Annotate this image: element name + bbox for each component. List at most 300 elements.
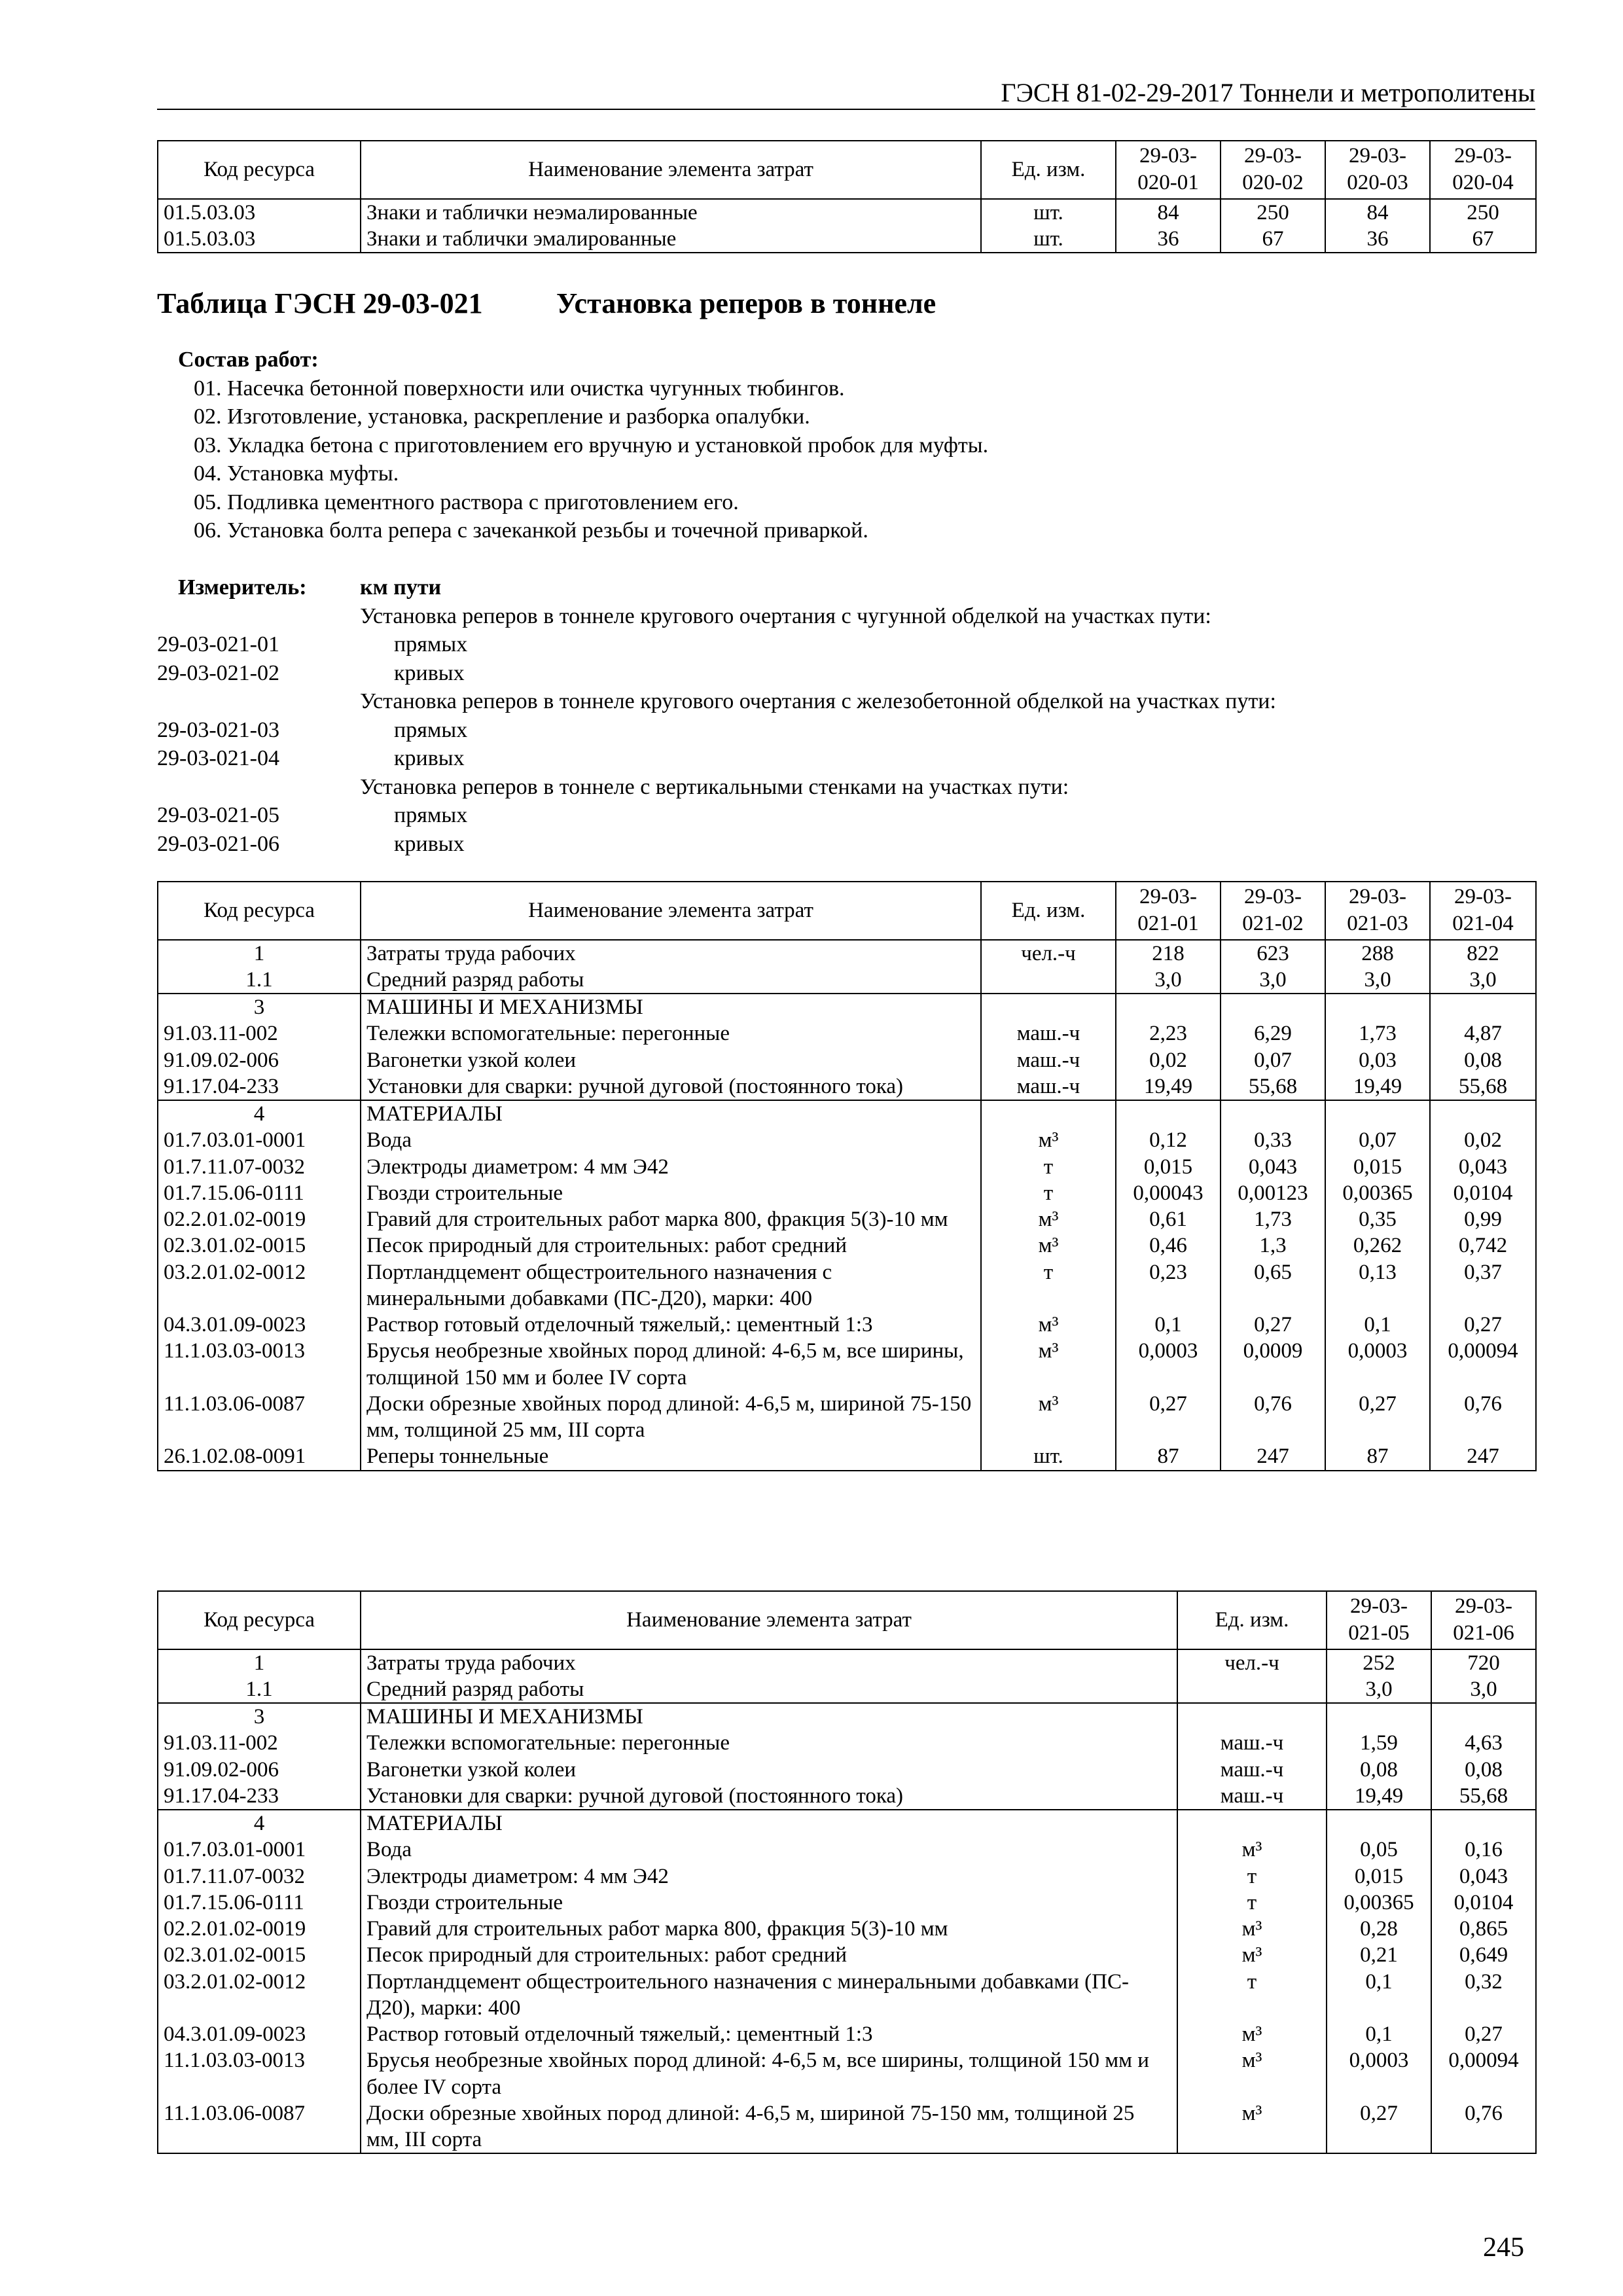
cell-value: 3,0 bbox=[1431, 1676, 1536, 1703]
measure-item-text: кривых bbox=[394, 660, 465, 685]
header-unit: Ед. изм. bbox=[981, 141, 1116, 199]
measure-row bbox=[157, 716, 1535, 745]
cell-value bbox=[1327, 1703, 1431, 1730]
cell-value: 19,49 bbox=[1116, 1073, 1221, 1100]
cell-unit: м³ bbox=[1177, 2047, 1327, 2100]
measure-row bbox=[157, 773, 1535, 802]
table-row bbox=[158, 1757, 1536, 1783]
cell-value: 0,00043 bbox=[1116, 1180, 1221, 1206]
cell-value: 0,00365 bbox=[1325, 1180, 1430, 1206]
cell-value bbox=[1327, 1810, 1431, 1837]
table-row bbox=[158, 1180, 1536, 1206]
cell-value bbox=[1325, 1100, 1430, 1127]
cell-value: 0,742 bbox=[1430, 1232, 1536, 1259]
cell-value: 1,73 bbox=[1325, 1020, 1430, 1047]
cell-value: 55,68 bbox=[1221, 1073, 1325, 1100]
cell-name: Доски обрезные хвойных пород длиной: 4-6,5 м, шириной 75-150 мм, толщиной 25 мм, III сорта bbox=[361, 2100, 1177, 2154]
composition-step: 06. Установка болта репера с зачеканкой резьбы и точечной приваркой. bbox=[194, 518, 868, 543]
cell-value bbox=[1431, 1810, 1536, 1837]
measure-group-text: Установка реперов в тоннеле с вертикальными стенками на участках пути: bbox=[360, 774, 1069, 799]
cell-unit: т bbox=[981, 1180, 1116, 1206]
table-row bbox=[158, 1810, 1536, 1837]
cell-unit bbox=[1177, 1810, 1327, 1837]
cell-unit: м³ bbox=[981, 1232, 1116, 1259]
cell-value: 0,99 bbox=[1430, 1206, 1536, 1232]
header-rule bbox=[157, 109, 1535, 110]
table-row bbox=[158, 1206, 1536, 1232]
cell-name: Затраты труда рабочих bbox=[361, 940, 981, 967]
header-code: Код ресурса bbox=[158, 1591, 361, 1649]
table-row bbox=[158, 1047, 1536, 1073]
cell-value: 67 bbox=[1221, 226, 1325, 253]
cell-name: Установки для сварки: ручной дуговой (постоянного тока) bbox=[361, 1783, 1177, 1810]
cell-code: 01.7.11.07-0032 bbox=[158, 1154, 361, 1180]
header-unit: Ед. изм. bbox=[1177, 1591, 1327, 1649]
cell-value: 0,33 bbox=[1221, 1127, 1325, 1153]
cell-name: МАТЕРИАЛЫ bbox=[361, 1810, 1177, 1837]
header-rate-code: 29-03- 021-06 bbox=[1431, 1591, 1536, 1649]
cell-unit: чел.-ч bbox=[1177, 1649, 1327, 1676]
cell-value: 0,1 bbox=[1327, 1969, 1431, 2022]
cell-value: 0,015 bbox=[1116, 1154, 1221, 1180]
cell-value: 0,00365 bbox=[1327, 1890, 1431, 1916]
cell-unit bbox=[1177, 1676, 1327, 1703]
cell-value: 0,262 bbox=[1325, 1232, 1430, 1259]
cell-name: Доски обрезные хвойных пород длиной: 4-6,5 м, шириной 75-150 мм, толщиной 25 мм, III сорта bbox=[361, 1391, 981, 1444]
rate-code: 29-03-021-05 bbox=[157, 803, 279, 827]
cell-code: 3 bbox=[158, 994, 361, 1020]
cell-code: 01.7.15.06-0111 bbox=[158, 1180, 361, 1206]
cell-unit: т bbox=[981, 1154, 1116, 1180]
cell-unit: маш.-ч bbox=[981, 1020, 1116, 1047]
table-id: Таблица ГЭСН 29-03-021 bbox=[157, 287, 483, 319]
cell-code: 02.2.01.02-0019 bbox=[158, 1206, 361, 1232]
cell-code: 1.1 bbox=[158, 1676, 361, 1703]
cell-name: Гравий для строительных работ марка 800, фракция 5(3)-10 мм bbox=[361, 1916, 1177, 1942]
page-number: 245 bbox=[1483, 2233, 1524, 2263]
composition-header: Состав работ: bbox=[178, 348, 319, 372]
table-row bbox=[158, 967, 1536, 994]
header-rate-code: 29-03- 020-04 bbox=[1430, 141, 1536, 199]
cell-unit: т bbox=[1177, 1863, 1327, 1890]
cell-code: 91.03.11-002 bbox=[158, 1730, 361, 1756]
cell-value: 0,1 bbox=[1325, 1312, 1430, 1338]
cell-unit: чел.-ч bbox=[981, 940, 1116, 967]
cell-value: 55,68 bbox=[1431, 1783, 1536, 1810]
cell-value: 0,00094 bbox=[1431, 2047, 1536, 2100]
table-row bbox=[158, 2047, 1536, 2100]
cell-code: 01.7.03.01-0001 bbox=[158, 1837, 361, 1863]
cell-unit: т bbox=[1177, 1890, 1327, 1916]
table-row bbox=[158, 1154, 1536, 1180]
table-row bbox=[158, 1703, 1536, 1730]
cell-value: 0,27 bbox=[1221, 1312, 1325, 1338]
table-row bbox=[158, 1890, 1536, 1916]
cell-value: 250 bbox=[1221, 199, 1325, 226]
cell-value: 0,28 bbox=[1327, 1916, 1431, 1942]
cell-value: 0,03 bbox=[1325, 1047, 1430, 1073]
cell-name: Вагонетки узкой колеи bbox=[361, 1047, 981, 1073]
measure-group-text: Установка реперов в тоннеле кругового очертания с железобетонной обделкой на участках пути: bbox=[360, 689, 1276, 713]
cell-value: 84 bbox=[1325, 199, 1430, 226]
cell-value: 822 bbox=[1430, 940, 1536, 967]
cell-name: Брусья необрезные хвойных пород длиной: 4-6,5 м, все ширины, толщиной 150 мм и более IV сорта bbox=[361, 1338, 981, 1391]
cell-code: 1.1 bbox=[158, 967, 361, 994]
cell-unit: м³ bbox=[1177, 1837, 1327, 1863]
cell-unit: шт. bbox=[981, 226, 1116, 253]
header-rate-code: 29-03- 021-02 bbox=[1221, 882, 1325, 940]
cell-unit: маш.-ч bbox=[981, 1047, 1116, 1073]
measure-item-text: кривых bbox=[394, 831, 465, 856]
cell-value: 0,02 bbox=[1116, 1047, 1221, 1073]
table-row bbox=[158, 1100, 1536, 1127]
cell-value: 0,649 bbox=[1431, 1942, 1536, 1968]
table-row bbox=[158, 1837, 1536, 1863]
cell-code: 4 bbox=[158, 1810, 361, 1837]
resource-table-020 bbox=[157, 140, 1537, 253]
cell-value: 0,61 bbox=[1116, 1206, 1221, 1232]
cell-code: 04.3.01.09-0023 bbox=[158, 1312, 361, 1338]
header-unit: Ед. изм. bbox=[981, 882, 1116, 940]
composition-step: 04. Установка муфты. bbox=[194, 461, 399, 486]
cell-value: 0,00094 bbox=[1430, 1338, 1536, 1391]
measure-item-text: прямых bbox=[394, 632, 468, 656]
cell-value: 3,0 bbox=[1430, 967, 1536, 994]
rate-code: 29-03-021-02 bbox=[157, 660, 279, 685]
table-row bbox=[158, 1259, 1536, 1312]
cell-value: 0,76 bbox=[1430, 1391, 1536, 1444]
cell-value: 0,76 bbox=[1431, 2100, 1536, 2154]
cell-value: 0,015 bbox=[1325, 1154, 1430, 1180]
cell-value bbox=[1430, 994, 1536, 1020]
cell-unit bbox=[981, 1100, 1116, 1127]
cell-unit bbox=[981, 967, 1116, 994]
cell-value: 0,46 bbox=[1116, 1232, 1221, 1259]
cell-value: 3,0 bbox=[1325, 967, 1430, 994]
table-row bbox=[158, 1312, 1536, 1338]
cell-value: 0,02 bbox=[1430, 1127, 1536, 1153]
cell-value: 1,3 bbox=[1221, 1232, 1325, 1259]
cell-name: МАШИНЫ И МЕХАНИЗМЫ bbox=[361, 1703, 1177, 1730]
cell-value: 1,59 bbox=[1327, 1730, 1431, 1756]
cell-value: 0,16 bbox=[1431, 1837, 1536, 1863]
cell-value bbox=[1221, 994, 1325, 1020]
cell-value: 55,68 bbox=[1430, 1073, 1536, 1100]
rate-code: 29-03-021-06 bbox=[157, 831, 279, 856]
cell-value bbox=[1325, 994, 1430, 1020]
cell-value: 0,23 bbox=[1116, 1259, 1221, 1312]
cell-unit: м³ bbox=[981, 1391, 1116, 1444]
table-row bbox=[158, 1730, 1536, 1756]
header-rate-code: 29-03- 020-02 bbox=[1221, 141, 1325, 199]
cell-value bbox=[1116, 994, 1221, 1020]
cell-value: 3,0 bbox=[1116, 967, 1221, 994]
table-row bbox=[158, 1127, 1536, 1153]
cell-code: 1 bbox=[158, 940, 361, 967]
measure-row bbox=[157, 801, 1535, 830]
cell-unit: м³ bbox=[981, 1312, 1116, 1338]
cell-code: 11.1.03.06-0087 bbox=[158, 2100, 361, 2154]
measure-row bbox=[157, 630, 1535, 659]
cell-value: 0,35 bbox=[1325, 1206, 1430, 1232]
cell-name: Раствор готовый отделочный тяжелый,: цементный 1:3 bbox=[361, 2021, 1177, 2047]
cell-value: 2,23 bbox=[1116, 1020, 1221, 1047]
measure-row bbox=[157, 602, 1535, 631]
cell-value: 0,27 bbox=[1325, 1391, 1430, 1444]
cell-name: Реперы тоннельные bbox=[361, 1443, 981, 1470]
measure-item-text: кривых bbox=[394, 746, 465, 770]
composition-step: 02. Изготовление, установка, раскрепление и разборка опалубки. bbox=[194, 404, 810, 429]
cell-unit: маш.-ч bbox=[1177, 1783, 1327, 1810]
cell-name: Затраты труда рабочих bbox=[361, 1649, 1177, 1676]
cell-value: 0,07 bbox=[1221, 1047, 1325, 1073]
cell-value: 0,0104 bbox=[1431, 1890, 1536, 1916]
cell-name: Тележки вспомогательные: перегонные bbox=[361, 1730, 1177, 1756]
measure-label: Измеритель: bbox=[178, 575, 307, 600]
header-rate-code: 29-03- 021-05 bbox=[1327, 1591, 1431, 1649]
measure-row bbox=[157, 830, 1535, 859]
cell-value: 36 bbox=[1325, 226, 1430, 253]
running-header: ГЭСН 81-02-29-2017 Тоннели и метрополитены bbox=[1001, 78, 1535, 107]
cell-value: 0,13 bbox=[1325, 1259, 1430, 1312]
cell-value: 0,00123 bbox=[1221, 1180, 1325, 1206]
cell-unit: маш.-ч bbox=[1177, 1730, 1327, 1756]
table-row bbox=[158, 1073, 1536, 1100]
cell-name: Вода bbox=[361, 1837, 1177, 1863]
cell-name: Портландцемент общестроительного назначения с минеральными добавками (ПС-Д20), марки: 400 bbox=[361, 1259, 981, 1312]
table-row bbox=[158, 1338, 1536, 1391]
cell-code: 11.1.03.03-0013 bbox=[158, 1338, 361, 1391]
header-rate-code: 29-03- 021-01 bbox=[1116, 882, 1221, 940]
cell-code: 91.03.11-002 bbox=[158, 1020, 361, 1047]
table-row bbox=[158, 1020, 1536, 1047]
cell-code: 91.17.04-233 bbox=[158, 1073, 361, 1100]
cell-code: 02.3.01.02-0015 bbox=[158, 1232, 361, 1259]
cell-code: 26.1.02.08-0091 bbox=[158, 1443, 361, 1470]
cell-unit: м³ bbox=[981, 1127, 1116, 1153]
cell-value: 0,76 bbox=[1221, 1391, 1325, 1444]
cell-name: Знаки и таблички эмалированные bbox=[361, 226, 981, 253]
measure-row bbox=[157, 573, 1535, 602]
header-name: Наименование элемента затрат bbox=[361, 141, 981, 199]
header-rate-code: 29-03- 020-03 bbox=[1325, 141, 1430, 199]
measure-row bbox=[157, 744, 1535, 773]
cell-value: 0,27 bbox=[1116, 1391, 1221, 1444]
cell-name: Электроды диаметром: 4 мм Э42 bbox=[361, 1154, 981, 1180]
cell-code: 04.3.01.09-0023 bbox=[158, 2021, 361, 2047]
measure-row bbox=[157, 687, 1535, 716]
cell-value: 0,1 bbox=[1327, 2021, 1431, 2047]
rate-code: 29-03-021-04 bbox=[157, 746, 279, 770]
cell-value: 36 bbox=[1116, 226, 1221, 253]
cell-unit: маш.-ч bbox=[1177, 1757, 1327, 1783]
cell-value: 1,73 bbox=[1221, 1206, 1325, 1232]
cell-code: 11.1.03.06-0087 bbox=[158, 1391, 361, 1444]
cell-name: Песок природный для строительных: работ средний bbox=[361, 1232, 981, 1259]
cell-value: 84 bbox=[1116, 199, 1221, 226]
cell-name: Портландцемент общестроительного назначения с минеральными добавками (ПС-Д20), марки: 400 bbox=[361, 1969, 1177, 2022]
cell-value: 288 bbox=[1325, 940, 1430, 967]
cell-value: 0,05 bbox=[1327, 1837, 1431, 1863]
cell-unit: м³ bbox=[981, 1338, 1116, 1391]
cell-value: 247 bbox=[1221, 1443, 1325, 1470]
cell-value: 3,0 bbox=[1327, 1676, 1431, 1703]
cell-code: 01.7.11.07-0032 bbox=[158, 1863, 361, 1890]
cell-value: 0,08 bbox=[1327, 1757, 1431, 1783]
cell-value: 0,043 bbox=[1221, 1154, 1325, 1180]
cell-unit: т bbox=[1177, 1969, 1327, 2022]
cell-code: 01.5.03.03 bbox=[158, 199, 361, 226]
cell-code: 91.09.02-006 bbox=[158, 1047, 361, 1073]
cell-value: 0,27 bbox=[1431, 2021, 1536, 2047]
cell-value: 6,29 bbox=[1221, 1020, 1325, 1047]
measure-item-text: прямых bbox=[394, 717, 468, 742]
header-rate-code: 29-03- 021-04 bbox=[1430, 882, 1536, 940]
cell-name: Установки для сварки: ручной дуговой (постоянного тока) bbox=[361, 1073, 981, 1100]
cell-code: 3 bbox=[158, 1703, 361, 1730]
cell-value: 0,865 bbox=[1431, 1916, 1536, 1942]
cell-value: 4,87 bbox=[1430, 1020, 1536, 1047]
measure-block bbox=[157, 573, 1535, 858]
cell-unit: т bbox=[981, 1259, 1116, 1312]
cell-value: 87 bbox=[1116, 1443, 1221, 1470]
cell-value: 19,49 bbox=[1327, 1783, 1431, 1810]
cell-value: 720 bbox=[1431, 1649, 1536, 1676]
cell-unit bbox=[1177, 1703, 1327, 1730]
composition-step: 05. Подливка цементного раствора с приготовлением его. bbox=[194, 490, 739, 514]
cell-name: Песок природный для строительных: работ средний bbox=[361, 1942, 1177, 1968]
cell-name: Средний разряд работы bbox=[361, 1676, 1177, 1703]
cell-name: МАШИНЫ И МЕХАНИЗМЫ bbox=[361, 994, 981, 1020]
cell-code: 91.09.02-006 bbox=[158, 1757, 361, 1783]
table-row bbox=[158, 994, 1536, 1020]
table-title bbox=[157, 287, 936, 320]
cell-name: Электроды диаметром: 4 мм Э42 bbox=[361, 1863, 1177, 1890]
cell-unit: м³ bbox=[1177, 2021, 1327, 2047]
work-composition bbox=[178, 346, 988, 545]
cell-value: 67 bbox=[1430, 226, 1536, 253]
cell-value bbox=[1431, 1703, 1536, 1730]
cell-code: 4 bbox=[158, 1100, 361, 1127]
cell-code: 03.2.01.02-0012 bbox=[158, 1969, 361, 2022]
measure-group-text: Установка реперов в тоннеле кругового очертания с чугунной обделкой на участках пути: bbox=[360, 603, 1211, 628]
rate-code: 29-03-021-03 bbox=[157, 717, 279, 742]
cell-code: 1 bbox=[158, 1649, 361, 1676]
table-row bbox=[158, 1783, 1536, 1810]
cell-name: Гравий для строительных работ марка 800, фракция 5(3)-10 мм bbox=[361, 1206, 981, 1232]
cell-value bbox=[1430, 1100, 1536, 1127]
cell-value: 0,08 bbox=[1431, 1757, 1536, 1783]
header-name: Наименование элемента затрат bbox=[361, 882, 981, 940]
cell-value: 0,32 bbox=[1431, 1969, 1536, 2022]
cell-value: 0,043 bbox=[1431, 1863, 1536, 1890]
cell-code: 01.5.03.03 bbox=[158, 226, 361, 253]
header-code: Код ресурса bbox=[158, 882, 361, 940]
cell-code: 03.2.01.02-0012 bbox=[158, 1259, 361, 1312]
cell-name: Вода bbox=[361, 1127, 981, 1153]
table-row bbox=[158, 2100, 1536, 2154]
table-row bbox=[158, 1391, 1536, 1444]
cell-value: 0,1 bbox=[1116, 1312, 1221, 1338]
header-name: Наименование элемента затрат bbox=[361, 1591, 1177, 1649]
cell-name: МАТЕРИАЛЫ bbox=[361, 1100, 981, 1127]
cell-name: Брусья необрезные хвойных пород длиной: 4-6,5 м, все ширины, толщиной 150 мм и более IV сорта bbox=[361, 2047, 1177, 2100]
cell-value: 218 bbox=[1116, 940, 1221, 967]
table-row bbox=[158, 1649, 1536, 1676]
table-row bbox=[158, 199, 1536, 226]
cell-value: 3,0 bbox=[1221, 967, 1325, 994]
cell-value: 0,65 bbox=[1221, 1259, 1325, 1312]
table-row bbox=[158, 1969, 1536, 2022]
cell-name: Вагонетки узкой колеи bbox=[361, 1757, 1177, 1783]
composition-step: 03. Укладка бетона с приготовлением его вручную и установкой пробок для муфты. bbox=[194, 433, 989, 457]
header-rate-code: 29-03- 020-01 bbox=[1116, 141, 1221, 199]
header-code: Код ресурса bbox=[158, 141, 361, 199]
measure-row bbox=[157, 659, 1535, 688]
cell-value: 0,0003 bbox=[1116, 1338, 1221, 1391]
measure-item-text: прямых bbox=[394, 803, 468, 827]
cell-value: 0,37 bbox=[1430, 1259, 1536, 1312]
table-name: Установка реперов в тоннеле bbox=[556, 287, 936, 319]
cell-unit: м³ bbox=[1177, 1916, 1327, 1942]
cell-unit: м³ bbox=[981, 1206, 1116, 1232]
cell-name: Тележки вспомогательные: перегонные bbox=[361, 1020, 981, 1047]
cell-value: 0,0003 bbox=[1325, 1338, 1430, 1391]
cell-unit bbox=[981, 994, 1116, 1020]
table-row bbox=[158, 1676, 1536, 1703]
cell-value: 4,63 bbox=[1431, 1730, 1536, 1756]
cell-value: 0,015 bbox=[1327, 1863, 1431, 1890]
cell-value: 0,12 bbox=[1116, 1127, 1221, 1153]
table-row bbox=[158, 1916, 1536, 1942]
table-row bbox=[158, 1232, 1536, 1259]
cell-name: Раствор готовый отделочный тяжелый,: цементный 1:3 bbox=[361, 1312, 981, 1338]
cell-value: 0,0009 bbox=[1221, 1338, 1325, 1391]
rate-code: 29-03-021-01 bbox=[157, 632, 279, 656]
cell-value: 0,21 bbox=[1327, 1942, 1431, 1968]
cell-value: 252 bbox=[1327, 1649, 1431, 1676]
cell-value: 0,0003 bbox=[1327, 2047, 1431, 2100]
cell-value: 0,08 bbox=[1430, 1047, 1536, 1073]
resource-table-021-05-06 bbox=[157, 1590, 1537, 2154]
cell-unit: шт. bbox=[981, 1443, 1116, 1470]
cell-value: 0,0104 bbox=[1430, 1180, 1536, 1206]
cell-value bbox=[1116, 1100, 1221, 1127]
cell-value: 623 bbox=[1221, 940, 1325, 967]
measure-unit: км пути bbox=[360, 575, 442, 600]
cell-unit: м³ bbox=[1177, 2100, 1327, 2154]
cell-name: Знаки и таблички неэмалированные bbox=[361, 199, 981, 226]
cell-value: 0,043 bbox=[1430, 1154, 1536, 1180]
table-row bbox=[158, 1443, 1536, 1470]
cell-name: Гвозди строительные bbox=[361, 1890, 1177, 1916]
cell-value: 0,27 bbox=[1430, 1312, 1536, 1338]
composition-step: 01. Насечка бетонной поверхности или очистка чугунных тюбингов. bbox=[194, 376, 845, 401]
cell-code: 91.17.04-233 bbox=[158, 1783, 361, 1810]
table-row bbox=[158, 226, 1536, 253]
cell-name: Средний разряд работы bbox=[361, 967, 981, 994]
cell-value: 0,07 bbox=[1325, 1127, 1430, 1153]
table-row bbox=[158, 2021, 1536, 2047]
cell-value: 247 bbox=[1430, 1443, 1536, 1470]
cell-value: 19,49 bbox=[1325, 1073, 1430, 1100]
cell-value: 87 bbox=[1325, 1443, 1430, 1470]
cell-code: 01.7.15.06-0111 bbox=[158, 1890, 361, 1916]
cell-value: 0,27 bbox=[1327, 2100, 1431, 2154]
table-row bbox=[158, 1942, 1536, 1968]
table-row bbox=[158, 940, 1536, 967]
cell-unit: м³ bbox=[1177, 1942, 1327, 1968]
